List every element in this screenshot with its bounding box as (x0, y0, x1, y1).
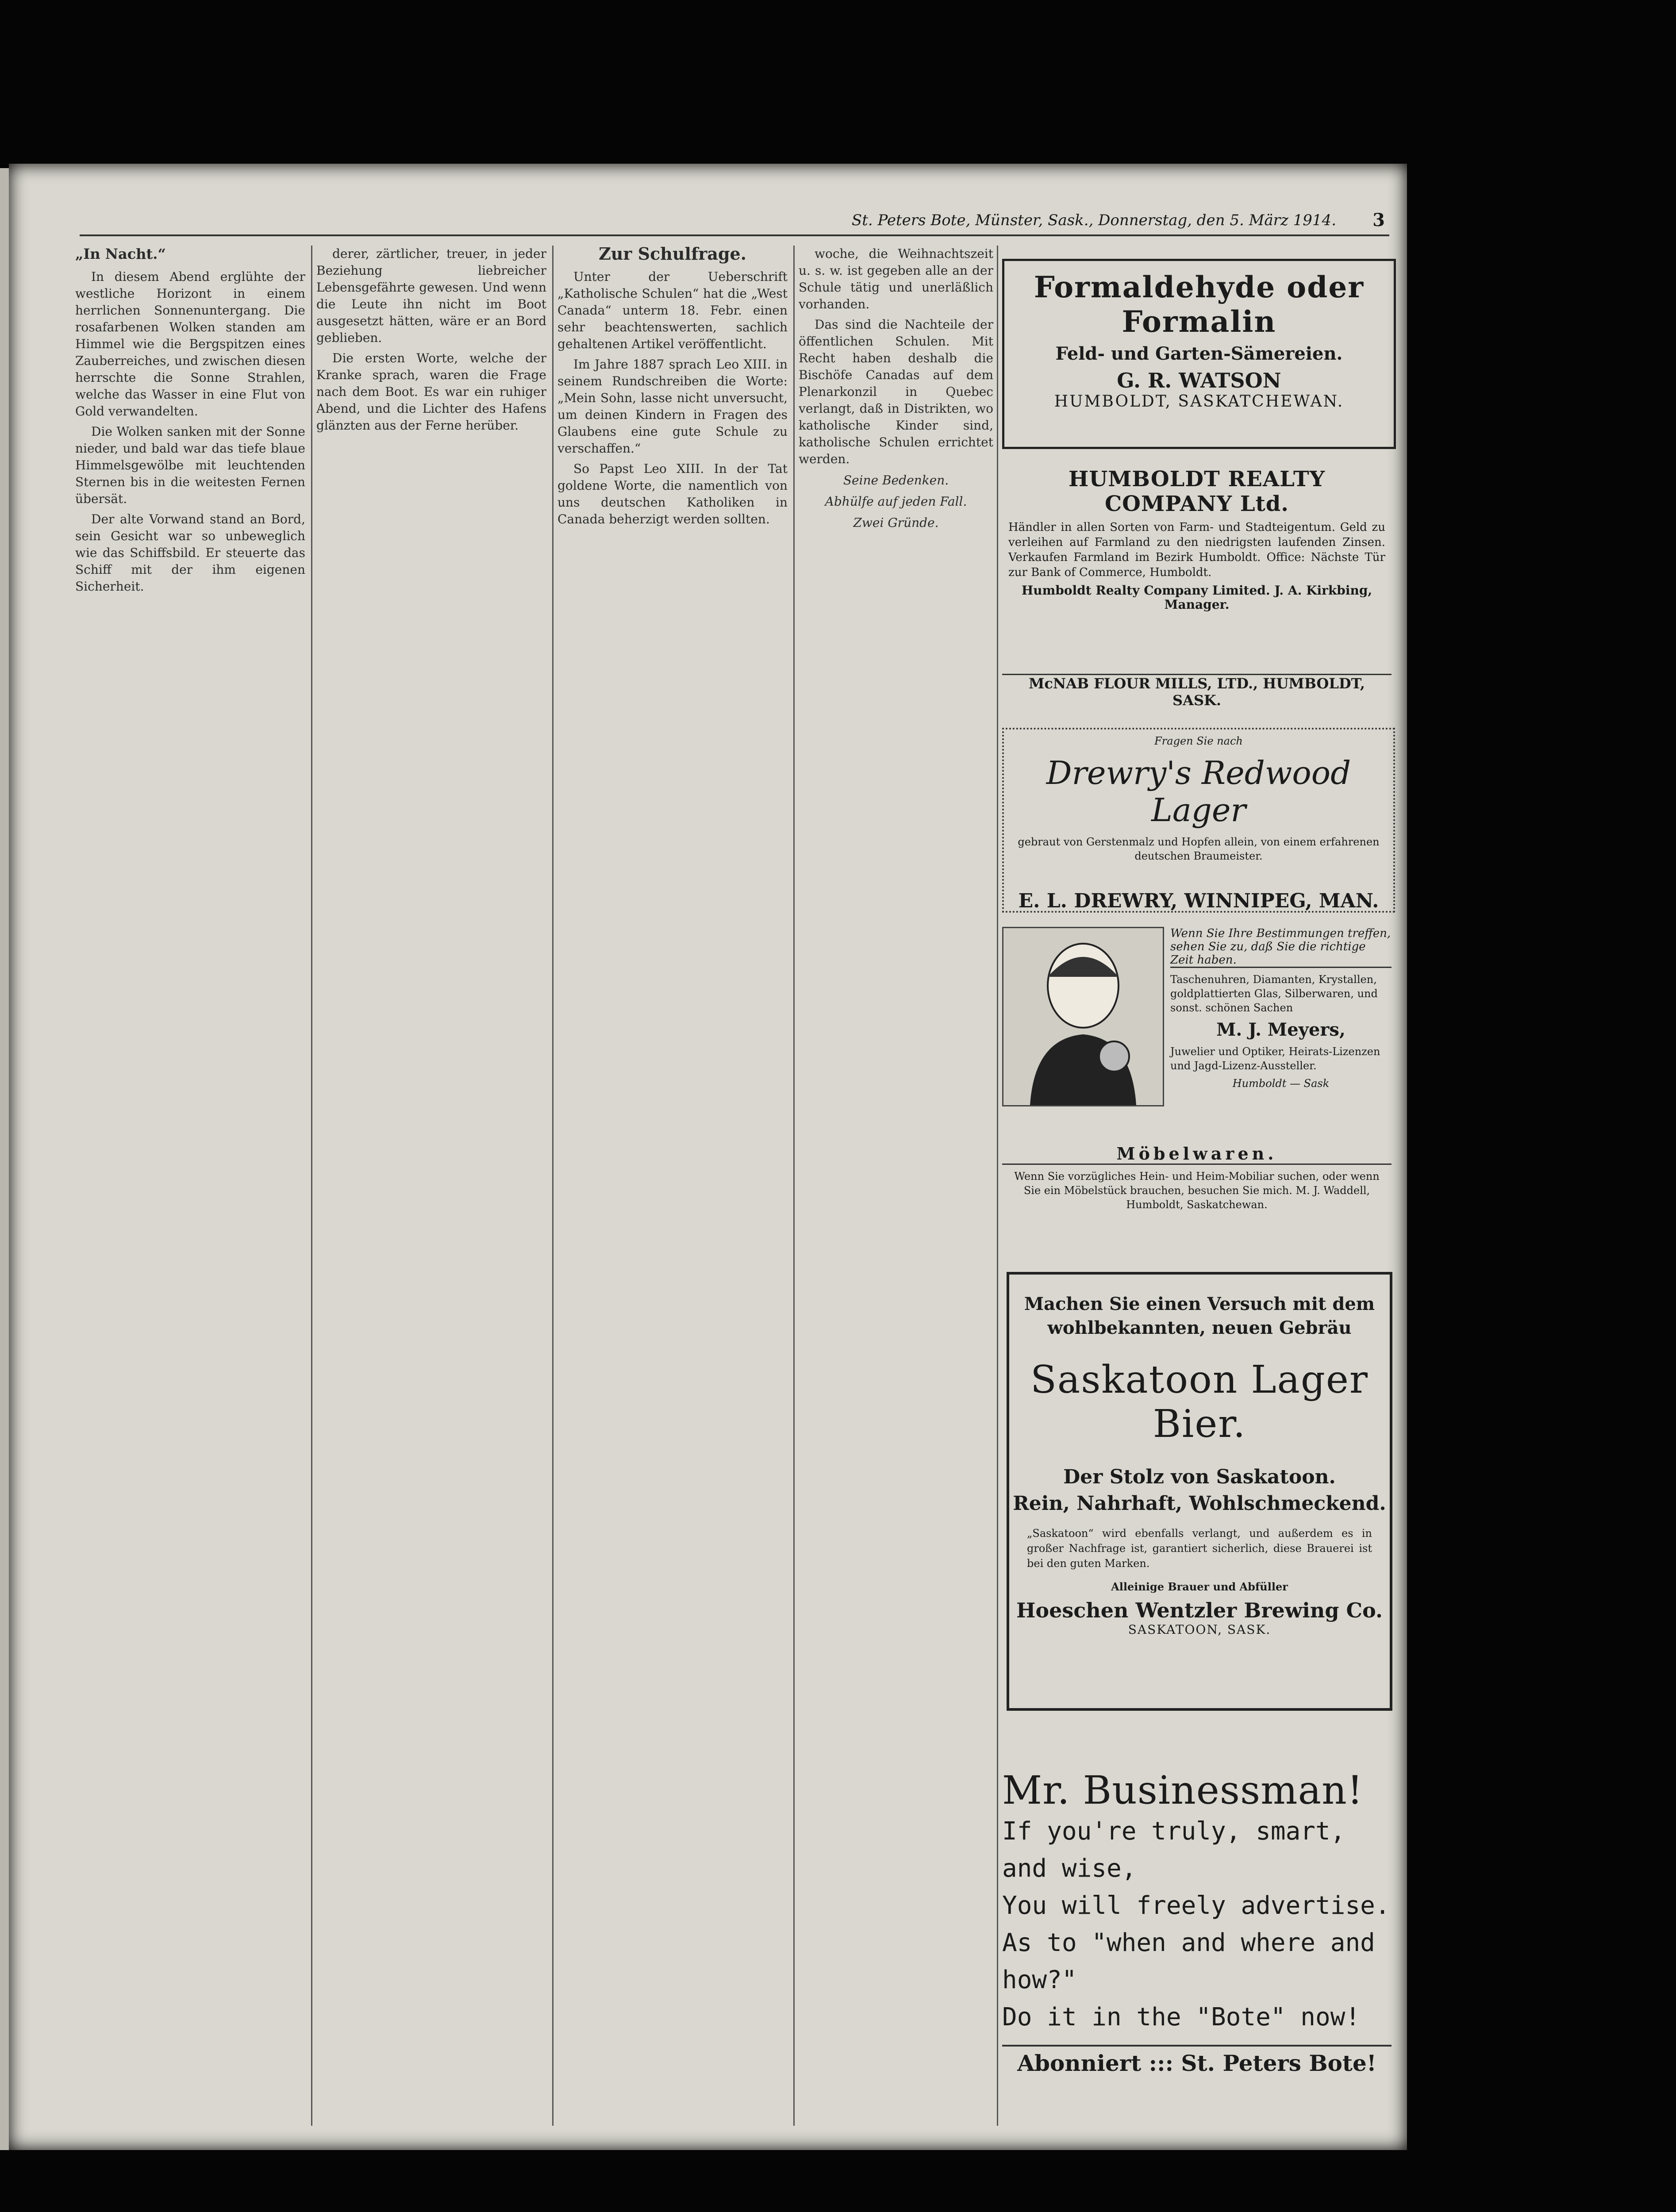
running-title: St. Peters Bote, Münster, Sask., Donnerstag, den 5. März 1914. (851, 211, 1336, 229)
ad-pretitle: Machen Sie einen Versuch mit dem wohlbekannten, neuen Gebräu (1024, 1294, 1375, 1338)
paragraph: woche, die Weihnachtszeit u. s. w. ist gegeben alle an der Schule tätig und unerläßlich vorhanden. (799, 246, 993, 311)
article-column-1 (75, 246, 305, 2130)
furniture-ad (1002, 1144, 1392, 1254)
column-rule (997, 246, 998, 2126)
ad-city: SASKATOON, SASK. (1128, 1622, 1271, 1637)
ad-city: HUMBOLDT, SASKATCHEWAN. (1054, 392, 1344, 411)
businessman-ad (1002, 1767, 1392, 2076)
ad-subtitle: Der Stolz von Saskatoon. (1063, 1466, 1336, 1488)
ad-title: Mr. Businessman! (1002, 1767, 1364, 1813)
ad-title: Formaldehyde oder Formalin (1034, 270, 1365, 339)
ad-line: If you're truly, smart, and wise, (1002, 1817, 1345, 1883)
ad-city: Humboldt — Sask (1232, 1077, 1330, 1090)
ad-subtitle: Juwelier und Optiker, Heirats-Lizenzen und Jagd-Lizenz-Aussteller. (1170, 1045, 1380, 1072)
paragraph: Die ersten Worte, welche der Kranke sprach, waren die Frage nach dem Boot. Es war ein ruhiger Abend, und die Lichter des Hafens glänzten aus der Ferne herüber. (316, 351, 546, 433)
ad-brewer-label: Alleinige Brauer und Abfüller (1111, 1580, 1288, 1593)
ad-subtitle: Feld- und Garten-Sämereien. (1055, 343, 1343, 364)
newspaper-page (9, 164, 1407, 2150)
filler-heading: Zwei Gründe. (853, 515, 939, 530)
ad-title: Saskatoon Lager Bier. (1030, 1358, 1368, 1446)
paragraph: Unter der Ueberschrift „Katholische Schulen“ hat die „West Canada“ unterm 18. Febr. einen sehr beachtenswerten, sachlich gehaltenen Artikel veröffentlicht. (557, 269, 788, 351)
subscribe-banner: Abonniert ::: St. Peters Bote! (1002, 2045, 1392, 2076)
column-rule (311, 246, 312, 2126)
ad-line: Do it in the "Bote" now! (1002, 2003, 1361, 2032)
ad-dealer: G. R. WATSON (1117, 369, 1281, 392)
ad-heading: Wenn Sie Ihre Bestimmungen treffen, sehen Sie zu, daß Sie die richtige Zeit haben. (1170, 927, 1392, 968)
ad-footer: McNAB FLOUR MILLS, LTD., HUMBOLDT, SASK. (1002, 674, 1392, 709)
article-column-3 (557, 246, 788, 2130)
jeweler-text (1170, 927, 1392, 1091)
filler-heading: Abhülfe auf jeden Fall. (825, 494, 967, 509)
paragraph: Das sind die Nachteile der öffentlichen Schulen. Mit Recht haben deshalb die Bischöfe Canadas auf dem Plenarkonzil in Quebec verlangt, daß in Distrikten, wo katholische Kinder sind, katholische Schulen errichtet werden. (799, 317, 993, 466)
article-column-4 (799, 246, 993, 2130)
ad-body: gebraut von Gerstenmalz und Hopfen allein, von einem erfahrenen deutschen Braumeister. (1018, 836, 1380, 862)
page-number: 3 (1372, 210, 1385, 230)
ad-title: HUMBOLDT REALTY COMPANY Ltd. (1069, 467, 1325, 516)
ad-pretitle: Fragen Sie nach (1154, 735, 1243, 747)
jeweler-ad (1002, 922, 1392, 1126)
ad-signature: Humboldt Realty Company Limited. J. A. Kirkbing, Manager. (1021, 583, 1372, 612)
ad-body: Händler in allen Sorten von Farm- und Stadteigentum. Geld zu verleihen auf Farmland zu den niedrigsten laufenden Zinsen. Verkaufen Farmland im Bezirk Humboldt. Office: Nächste Tür zur Bank of Commerce, Humboldt. (1008, 521, 1385, 579)
portrait-illustration (1002, 927, 1164, 1106)
paragraph: derer, zärtlicher, treuer, in jeder Beziehung liebreicher Lebensgefährte gewesen. Und wenn die Leute ihn nicht im Boot ausgesetzt hätten, wäre er an Bord geblieben. (316, 246, 546, 345)
paragraph: Im Jahre 1887 sprach Leo XIII. in seinem Rundschreiben die Worte: „Mein Sohn, lasse nicht unversucht, um deinen Kindern in Fragen des Glaubens eine gute Schule zu verschaffen.“ (557, 357, 788, 456)
column-rule (793, 246, 795, 2126)
ad-line: You will freely advertise. (1002, 1891, 1390, 1920)
ad-subtitle: Rein, Nahrhaft, Wohlschmeckend. (1013, 1492, 1386, 1515)
article-title: Zur Schulfrage. (599, 246, 746, 264)
ad-title: Möbelwaren. (1002, 1144, 1392, 1165)
ad-body: Taschenuhren, Diamanten, Krystallen, goldplattierten Glas, Silberwaren, und sonst. schönen Sachen (1170, 973, 1378, 1014)
realty-ad (1002, 467, 1392, 709)
filler-heading: Seine Bedenken. (843, 473, 949, 488)
article-column-2 (316, 246, 546, 2130)
paragraph: Die Wolken sanken mit der Sonne nieder, und bald war das tiefe blaue Himmelsgewölbe mit leuchtenden Sternen bis in die weitesten Fernen übersät. (75, 424, 305, 506)
ad-body: Wenn Sie vorzügliches Hein- und Heim-Mobiliar suchen, oder wenn Sie ein Möbelstück brauchen, besuchen Sie mich. M. J. Waddell, Humboldt, Saskatchewan. (1014, 1170, 1380, 1211)
article-title: „In Nacht.“ (75, 246, 166, 262)
ad-brewer: Hoeschen Wentzler Brewing Co. (1016, 1598, 1383, 1622)
ad-body: „Saskatoon“ wird ebenfalls verlangt, und außerdem es in großer Nachfrage ist, garantiert sicherlich, diese Brauerei ist bei den guten Marken. (1027, 1527, 1372, 1570)
ad-title: Drewry's Redwood Lager (1046, 754, 1351, 829)
paragraph: Der alte Vorwand stand an Bord, sein Gesicht war so unbeweglich wie das Schiffsbild. Er steuerte das Schiff mit der ihm eigenen Sicherheit. (75, 512, 305, 594)
formaldehyde-ad (1002, 259, 1396, 449)
column-rule (552, 246, 554, 2126)
paragraph: So Papst Leo XIII. In der Tat goldene Worte, die namentlich von uns deutschen Katholiken in Canada beherzigt werden sollten. (557, 461, 788, 526)
paragraph: In diesem Abend erglühte der westliche Horizont in einem herrlichen Sonnenuntergang. Die rosafarbenen Wolken standen am Himmel wie die Bergspitzen eines Zauberreiches, und zwischen diesen herrschte die Sonne Strahlen, welche das Wasser in eine Flut von Gold verwandelten. (75, 269, 305, 419)
ad-line: As to "when and where and how?" (1002, 1928, 1375, 1994)
saskatoon-beer-ad (1007, 1272, 1392, 1711)
page-header (80, 208, 1389, 236)
advertisements-column (1002, 246, 1400, 2130)
redwood-lager-ad (1002, 728, 1395, 913)
ad-dealer: M. J. Meyers, (1216, 1019, 1345, 1040)
ad-dealer: E. L. DREWRY, WINNIPEG, MAN. (1018, 890, 1379, 912)
